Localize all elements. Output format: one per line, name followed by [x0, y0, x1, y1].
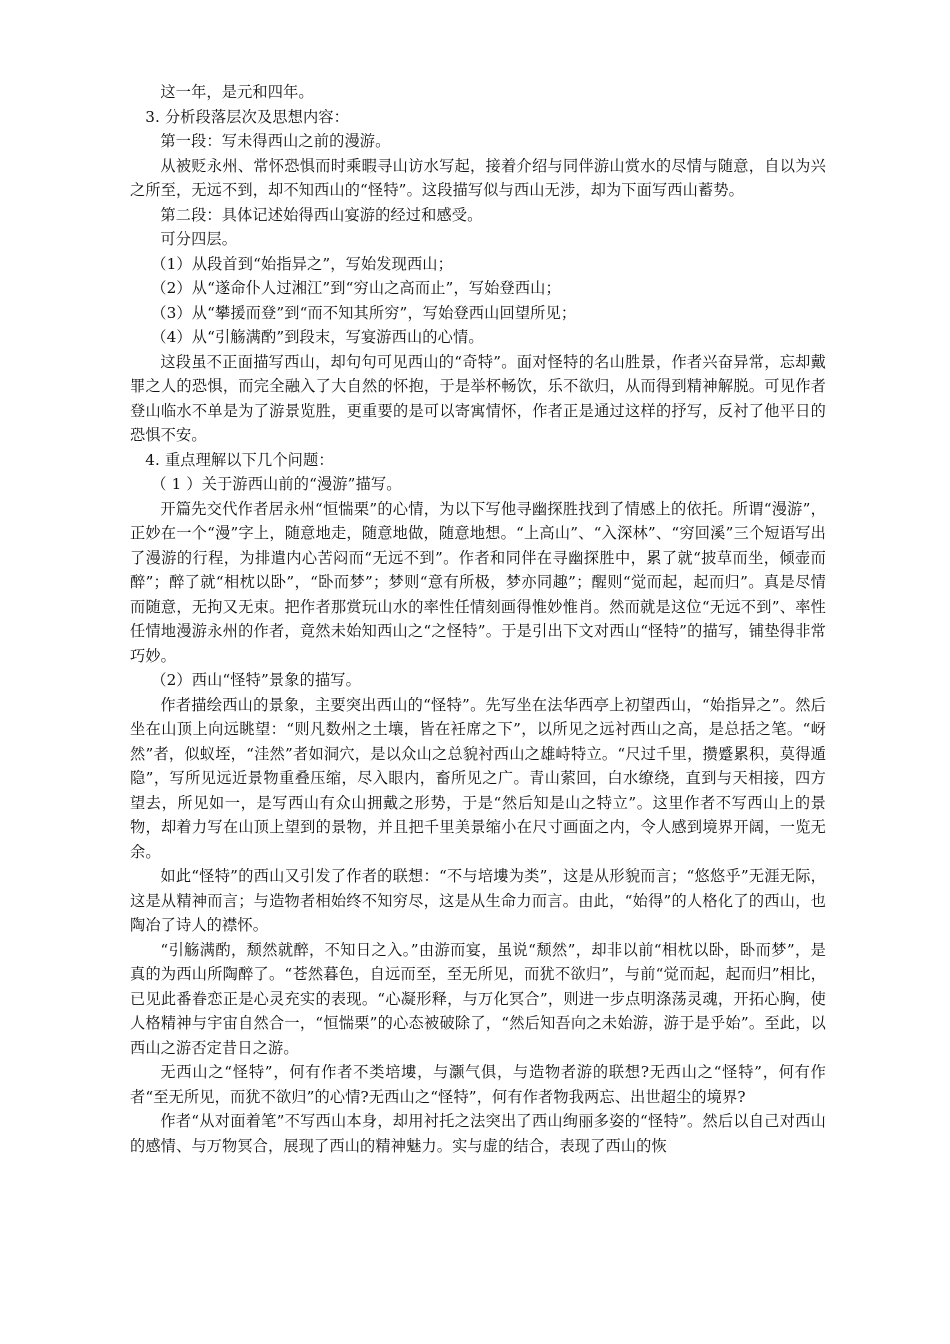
paragraph: （2）从“遂命仆人过湘江”到“穷山之高而止”，写始登西山； [151, 279, 561, 297]
paragraph: 第二段：具体记述始得西山宴游的经过和感受。 [160, 205, 483, 224]
paragraph: 开篇先交代作者居永州“恒惴栗”的心情，为以下写他寻幽探胜找到了情感上的依托。所谓“漫游”，正妙在一个“漫”字上，随意地走，随意地做，随意地想。“上高山”、“入深林”、“穷回溪”三个短语写出了漫游的行程，为排遣内心苦闷而“无远不到”。作者和同伴在寻幽探胜中，累了就“披草而坐，倾壶而醉”；醉了就“相枕以卧”，“卧而梦”；梦则“意有所极，梦亦同趣”；醒则“觉而起，起而归”。真是尽情而随意，无拘又无束。把作者那赏玩山水的率性任情刻画得惟妙惟肖。然而就是这位“无远不到”、率性任情地漫游永州的作者，竟然未始知西山之“之怪特”。于是引出下文对西山“怪特”的描写，铺垫得非常巧妙。 [130, 499, 826, 665]
paragraph: 这段虽不正面描写西山，却句句可见西山的“奇特”。面对怪特的名山胜景，作者兴奋异常，忘却戴罪之人的恐惧，而完全融入了大自然的怀抱，于是举杯畅饮，乐不欲归，从而得到精神解脱。可见作者登山临水不单是为了游景览胜，更重要的是可以寄寓情怀，作者正是通过这样的抒写，反衬了他平日的恐惧不安。 [130, 352, 826, 444]
paragraph: 可分四层。 [160, 230, 238, 248]
paragraph: 作者“从对面着笔”不写西山本身，却用衬托之法突出了西山绚丽多姿的“怪特”。然后以自己对西山的感情、与万物冥合，展现了西山的精神魅力。实与虚的结合，表现了西山的恢 [130, 1112, 826, 1155]
paragraph: （2）西山“怪特”景象的描写。 [151, 671, 361, 689]
paragraph: 这一年，是元和四年。 [160, 83, 314, 101]
paragraph: （ 1 ）关于游西山前的“漫游”描写。 [151, 475, 402, 493]
paragraph: “引觞满酌，颓然就醉，不知日之入。”由游而宴，虽说“颓然”，却非以前“相枕以卧，卧而梦”，是真的为西山所陶醉了。“苍然暮色，自远而至，至无所见，而犹不欲归”，与前“觉而起，起而归”相比，已见此番眷恋正是心灵充实的表现。“心凝形释，与万化冥合”，则进一步点明涤荡灵魂，开拓心胸，使人格精神与宇宙自然合一，“恒惴栗”的心态被破除了，“然后知吾向之未始游，游于是乎始”。至此，以西山之游否定昔日之游。 [130, 940, 826, 1057]
paragraph: 4. 重点理解以下几个问题： [145, 450, 334, 469]
paragraph: 从被贬永州、常怀恐惧而时乘暇寻山访水写起，接着介绍与同伴游山赏水的尽情与随意，自以为兴之所至，无远不到，却不知西山的“怪特”。这段描写似与西山无涉，却为下面写西山蓄势。 [130, 156, 826, 199]
paragraph: 如此“怪特”的西山又引发了作者的联想：“不与培塿为类”，这是从形貌而言；“悠悠乎”无涯无际，这是从精神而言；与造物者相始终不知穷尽，这是从生命力而言。由此，“始得”的人格化了的西山，也陶冶了诗人的襟怀。 [130, 867, 826, 934]
document-body [130, 80, 826, 1158]
paragraph: （1）从段首到“始指异之”，写始发现西山； [151, 254, 453, 273]
paragraph: 第一段：写未得西山之前的漫游。 [160, 132, 391, 150]
paragraph: （3）从“攀援而登”到“而不知其所穷”，写始登西山回望所见； [151, 303, 577, 322]
paragraph: 3. 分析段落层次及思想内容： [145, 107, 350, 126]
paragraph: 无西山之“怪特”，何有作者不类培塿，与灏气俱，与造物者游的联想?无西山之“怪特”，何有作者“至无所见，而犹不欲归”的心情?无西山之“怪特”，何有作者物我两忘、出世超尘的境界? [130, 1063, 826, 1106]
paragraph: （4）从“引觞满酌”到段末，写宴游西山的心情。 [151, 328, 484, 346]
paragraph: 作者描绘西山的景象，主要突出西山的“怪特”。先写坐在法华西亭上初望西山，“始指异之”。然后坐在山顶上向远眺望：“则凡数州之土壤，皆在衽席之下”，以所见之远衬西山之高，是总括之笔。“岈然”者，似蚁垤，“洼然”者如洞穴，是以众山之总貌衬西山之雄峙特立。“尺过千里，攒蹙累积，莫得遁隐”，写所见远近景物重叠压缩，尽入眼内，畜所见之广。青山萦回，白水缭绕，直到与天相接，四方望去，所见如一，是写西山有众山拥戴之形势，于是“然后知是山之特立”。这里作者不写西山上的景物，却着力写在山顶上望到的景物，并且把千里美景缩小在尺寸画面之内，令人感到境界开阔，一览无余。 [130, 695, 826, 861]
